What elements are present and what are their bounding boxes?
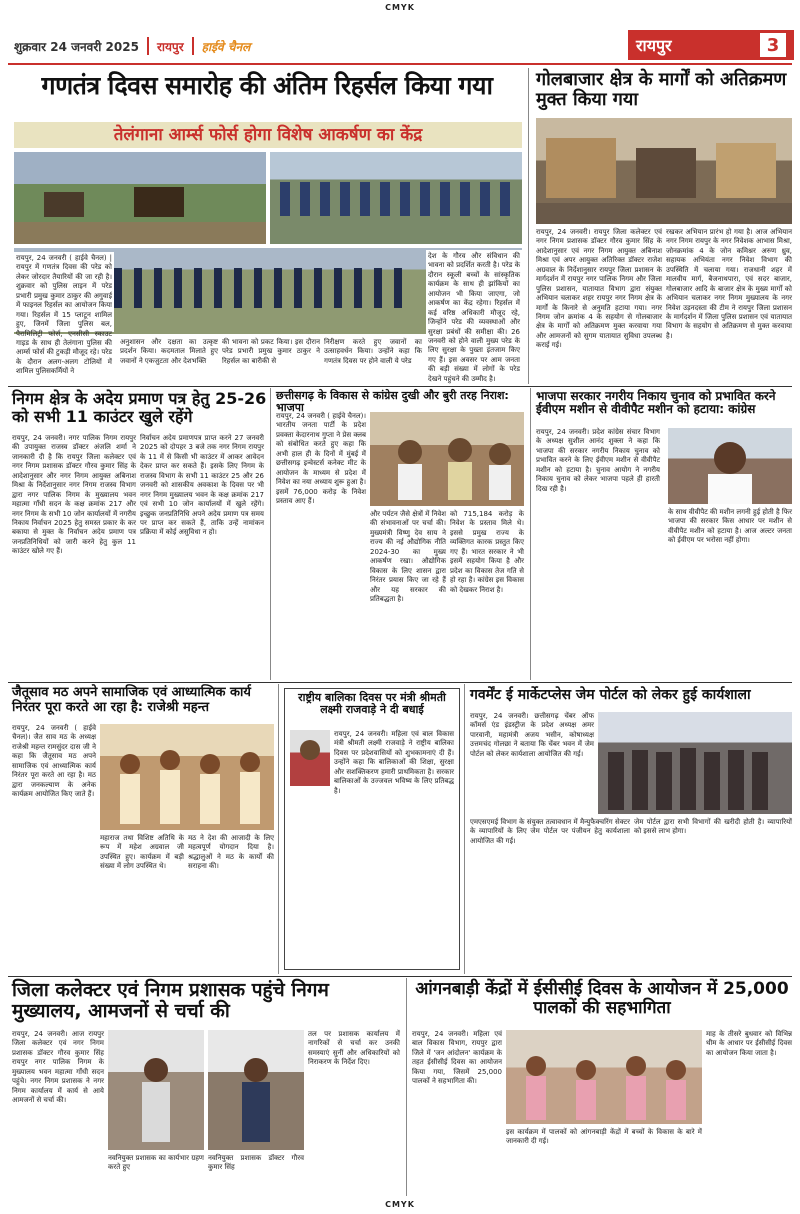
a10-col-1: रायपुर, 24 जनवरी। महिला एवं बाल विकास विभाग, रायपुर द्वारा जिले में 'जन आंदोलन' कार्यक्रम के तहत ईसीसीई दिवस का आयोजन किया गया, जिसमें 25,000 पालकों ने सहभागिता की। — [412, 1030, 502, 1086]
a9-headline: जिला कलेक्टर एवं निगम प्रशासक पहुंचे निगम मुख्यालय, आमजनों से चर्चा की — [12, 979, 329, 1023]
header-right — [628, 30, 794, 60]
a1-col-1: रायपुर, 24 जनवरी ( हाईवे चैनल) | रायपुर में गणतंत्र दिवस की परेड को लेकर जोरदार तैयारियों की जा रही है। शुक्रवार को पुलिस लाइन में परेड प्रभारी प्रमुख कुमार ठाकुर की अगुवाई में फाइनल रिहर्सल का आयोजन किया गया। रिहर्सल में 15 प्लाटून शामिल हुए, जिनमें जिला पुलिस बल, पैरामिलिट्री फोर्स, एनसीसी स्काउट गाइड के साथ ही तेलंगाना पुलिस की आर्म्स फोर्स की टुकड़ी मौजूद रहे। परेड के दौरान अलग-अलग टोलियों में शामिल पुलिसकर्मियों ने — [16, 254, 112, 376]
a9-caption-1: नवनियुक्त प्रशासक का कार्यभार ग्रहण करते हुए — [108, 1154, 204, 1172]
a9-caption-2: नवनियुक्त प्रशासक डॉक्टर गौरव कुमार सिंह — [208, 1154, 304, 1172]
a10-col-3: माह के तीसरे बुधवार को विभिन्न थीम के आधार पर ईसीसीई दिवस का आयोजन किया जाता है। — [706, 1030, 792, 1057]
a1-col-3: की भावना को प्रकट किया। इस दौरान परेड प्रभारी प्रमुख कुमार ठाकुर ने रिहर्सल का बारीकी से — [222, 338, 320, 365]
section-rule — [8, 976, 792, 977]
column-rule — [270, 388, 271, 680]
a7-photo — [290, 730, 330, 786]
a9-col-2: तल पर प्रशासक कार्यालय में नागरिकों से चर्चा कर उनकी समस्याएं सुनीं और अधिकारियों को निराकरण के निर्देश दिए। — [308, 1030, 400, 1067]
a8-photo — [598, 712, 792, 814]
a9-photo-1 — [108, 1030, 204, 1150]
a7-photo-figure — [290, 730, 330, 786]
a8-col-2: एमएसएमई विभाग के संयुक्त तत्वावधान में मैन्युफैक्चरिंग सेक्टर के व्यापारियों के लिए जेम पोर्टल पर पंजीयन हेतु कार्यशाला आयोजित की गई। — [470, 818, 630, 845]
a8-headline: गवर्मेंट ई मार्केटप्लेस जेम पोर्टल को लेकर हुई कार्यशाला — [470, 687, 751, 703]
a4-col-3: को 715,184 करोड़ के निवेश के प्रस्ताव मिले थे। इससे प्रमुख राज्य के व्यक्तिगत कारक प्रस्तुत किए गए हैं। भारत सरकार ने भी इसमें सहयोग किया है और प्रदेश का विकास तेज गति से हो रहा है। कांग्रेस इस विकास को देखकर निराश है। — [450, 510, 524, 594]
header-separator — [147, 37, 149, 55]
a4-photo — [370, 412, 524, 506]
a2-headline: गोलबाजार क्षेत्र के मार्गों को अतिक्रमण मुक्त किया गया — [536, 69, 787, 111]
a2-col-1: रायपुर, 24 जनवरी। रायपुर जिला कलेक्टर एवं नगर निगम प्रशासक डॉक्टर गौरव कुमार सिंह के आदेशानुसार एवं नगर निगम आयुक्त अबिनाश मिश्रा एवं अपर आयुक्त अतिरिक्त डॉक्टर राजेश अग्रवाल के निर्देशानुसार रायपुर जिला प्रशासन के मार्गदर्शन में रायपुर नगर पालिक निगम और जिला पुलिस प्रशासन, यातायात विभाग द्वारा संयुक्त अभियान चलाकर शहर रायपुर नगर निगम क्षेत्र के मार्गों के किनारे से अनुमति हटाया गया। नगर निगम जोन क्रमांक 4 के सहयोग से गोलबाजार क्षेत्र के मार्गों को अतिक्रमण मुक्त करवाया गया और आमजनों को सुगम यातायात सुविधा उपलब्ध कराई गई। — [536, 228, 662, 350]
header-city: रायपुर — [156, 39, 184, 54]
header-brand: हाईवे चैनल — [201, 39, 251, 54]
a1-photo-1-figure — [14, 152, 266, 244]
a2-col-2: रखकर अभियान प्रारंभ हो गया है। आज अभियान नगर निगम रायपुर के नगर निवेशक आभास मिश्रा, जोनक्रमांक 4 के जोन कमिश्नर अरुण ध्रुव, सहायक अभियंता नगर निवेश विभाग की उपस्थिति में चलाया गया। राजधानी शहर में मालवीय मार्ग, बैजनाथपारा, एवं सदर बाजार, गोलबाजार आदि के बाजार क्षेत्र के मुख्य मार्गों को अभियान चलाकर नगर निगम मुख्यालय के नगर निवेश उड़नदस्ता की टीम ने रायपुर जिला प्रशासन के मार्गदर्शन में जिला पुलिस प्रशासन एवं यातायात विभाग के सहयोग से अतिक्रमण से मुक्त करवाया है। — [666, 228, 792, 340]
header-date: शुक्रवार 24 जनवरी 2025 — [14, 39, 139, 54]
header-rule — [8, 63, 792, 65]
a1-photo-2-figure — [270, 152, 522, 244]
a8-photo-figure — [598, 712, 792, 814]
print-mark-bottom: CMYK — [385, 1200, 415, 1209]
a6-col-1: रायपुर, 24 जनवरी ( हाईवे चैनल)। जैत साव मठ के अध्यक्ष राजेश्री महन्त रामसुंदर दास जी ने कहा कि जैतूसाव मठ अपने सामाजिक एवं आध्यात्मिक कार्य निरंतर पूरा करते आ रहा है। मठ द्वारा जनकल्याण के अनेक कार्यक्रम आयोजित किए जाते हैं। — [12, 724, 96, 799]
a6-photo — [100, 724, 274, 830]
header-city-right: रायपुर — [636, 36, 672, 55]
header-left — [14, 34, 250, 58]
a7-headline: राष्ट्रीय बालिका दिवस पर मंत्री श्रीमती लक्ष्मी राजवाड़े ने दी बधाई — [298, 691, 446, 717]
a1-photo-1 — [14, 152, 266, 244]
a1-headline: गणतंत्र दिवस समारोह की अंतिम रिहर्सल किया गया — [41, 71, 493, 100]
a4-col-2: और पर्यटन जैसे क्षेत्रों में निवेश की संभावनाओं पर चर्चा की। मुख्यमंत्री विष्णु देव साय ने राज्य की नई औद्योगिक नीति 2024-30 का मुख्य आकर्षण रखा। औद्योगिक विकास के लिए शासन द्वारा निरंतर प्रयास किए जा रहे हैं और यह सरकार की प्रतिबद्धता है। — [370, 510, 446, 603]
column-rule — [406, 978, 407, 1196]
a1-col-4: निरीक्षण करते हुए जवानों का उत्साहवर्धन किया। उन्होंने कहा कि गणतंत्र दिवस पर होने वाली ये परेड — [324, 338, 422, 365]
a5-photo-figure — [668, 428, 792, 504]
a1-photo-2 — [270, 152, 522, 244]
a3-col-1: रायपुर, 24 जनवरी। नगर पालिक निगम रायपुर की उपायुक्त राजस्व डॉक्टर अंजलि शर्मा ने जानकारी दी है कि रायपुर जिला कलेक्टर एवं नगर निगम प्रशासक डॉक्टर गौरव कुमार सिंह के आदेशानुसार और नगर निगम आयुक्त अबिनाश मिश्रा के निर्देशानुसार नगर निगम राजस्व विभाग द्वारा नगर पालिक निगम के मुख्यालय भवन महात्मा गाँधी सदन के कक्ष क्रमांक 217 और नगर निगम के सभी 10 जोन कार्यालयों में नगरीय निकाय निर्वाचन 2025 हेतु समस्त प्रकार के कर बकाया से मुक्त के निर्वाचन अदेय प्रमाण पत्र जनप्रतिनिधियों को जारी करने हेतु कुल 11 काउंटर खोले गए हैं। — [12, 434, 136, 556]
a1-col-2: अनुशासन और दक्षता का उत्कृष्ट प्रदर्शन किया। कदमताल मिलाते हुए जवानों ने एकजुटता और देशभक्ति — [120, 338, 218, 365]
a6-col-2: महाराज तथा विशिष्ट अतिथि के रूप में महेश अग्रवाल जी उपस्थित हुए। कार्यक्रम में बड़ी संख्या में लोग उपस्थित थे। — [100, 834, 184, 871]
a8-col-3: जेम पोर्टल द्वारा सभी विभागों की खरीदी होती है। व्यापारियों को इससे लाभ होगा। — [634, 818, 792, 836]
a9-col-1: रायपुर, 24 जनवरी। आज रायपुर जिला कलेक्टर एवं नगर निगम प्रशासक डॉक्टर गौरव कुमार सिंह रायपुर नगर पालिक निगम के मुख्यालय भवन महात्मा गाँधी सदन पहुंचे। नगर निगम प्रशासक ने नगर निगम कार्यालय में कार्य से आये आमजनों से चर्चा की। — [12, 1030, 104, 1105]
section-rule — [8, 386, 792, 387]
a2-photo-figure — [536, 118, 792, 224]
a6-col-3: मठ ने देश की आजादी के लिए महत्वपूर्ण योगदान दिया है। श्रद्धालुओं ने मठ के कार्यों की सराहना की। — [188, 834, 274, 871]
a10-headline: आंगनबाड़ी केंद्रों में ईसीसीई दिवस के आयोजन में 25,000 पालकों की सहभागिता — [415, 979, 789, 1019]
a4-photo-figure — [370, 412, 524, 506]
a1-col-5: देश के गौरव और संविधान की भावना को प्रदर्शित करती है। परेड के दौरान स्कूली बच्चों के सांस्कृतिक कार्यक्रम के साथ ही झांकियों का आयोजन भी किया जाएगा, जो आकर्षण का केंद्र रहेगा। रिहर्सल में कई वरिष्ठ अधिकारी मौजूद रहे, जिन्होंने परेड की व्यवस्थाओं और सुरक्षा प्रबंधों की समीक्षा की। 26 जनवरी को होने वाली मुख्य परेड के लिए सुरक्षा के पुख्ता इंतजाम किए गए हैं। इस अवसर पर आम जनता की बड़ी संख्या में लोगों के परेड देखने पहुंचने की उम्मीद है। — [428, 252, 520, 383]
a5-photo — [668, 428, 792, 504]
section-rule — [8, 682, 792, 683]
a6-headline: जैतूसाव मठ अपने सामाजिक एवं आध्यात्मिक कार्य निरंतर पूरा करते आ रहा है: राजेश्री महन्त — [12, 685, 251, 715]
a9-photo-2 — [208, 1030, 304, 1150]
a10-photo — [506, 1030, 702, 1124]
column-rule — [464, 684, 465, 974]
column-rule — [528, 68, 529, 384]
column-rule — [530, 388, 531, 680]
a1-subheadline: तेलंगाना आर्म्स फोर्स होगा विशेष आकर्षण का केंद्र — [14, 122, 522, 148]
header-separator — [192, 37, 194, 55]
a9-photo-1-figure — [108, 1030, 204, 1150]
a10-photo-figure — [506, 1030, 702, 1124]
a4-col-1: रायपुर, 24 जनवरी ( हाईवे चैनल)। भारतीय जनता पार्टी के प्रदेश प्रवक्ता केदारनाथ गुप्ता ने प्रेस क्लब को संबोधित करते हुए कहा कि अभी हाल ही के दिनों में मुंबई में छत्तीसगढ़ इन्वेस्टर्स कनेक्ट मीट के आयोजन के माध्यम से प्रदेश में निवेश का नया अध्याय शुरू हुआ है। इसमें 76,000 करोड़ के निवेश प्रस्ताव आए हैं। — [276, 412, 367, 505]
column-rule — [278, 684, 279, 974]
a5-col-2: के साथ वीवीपैट की मशीन लगनी हुई होती है फिर भाजपा की सरकार किस आधार पर मशीन से वीवीपैट मशीन को हटाया है। आज अल्टर जनता को ईवीएम पर भरोसा नहीं होगा। — [668, 508, 792, 545]
a3-col-2: निर्वाचन अदेय प्रमाणपत्र प्राप्त करने 27 जनवरी 2025 को दोपहर 3 बजे तक नगर निगम रायपुर के 11 में से किसी भी काउंटर में आकर आवेदन देकर प्राप्त कर सकते हैं। इसके लिए निगम के राजस्व विभाग के सभी 11 काउंटर 25 और 26 जनवरी को शासकीय अवकाश के दिवस पर भी नगर निगम मुख्यालय भवन के कक्ष क्रमांक 217 एवं सभी 10 जोन कार्यालयों में खुले रहेंगे। इच्छुक जनप्रतिनिधि अपने अदेय प्रमाण पत्र समय पर प्राप्त कर सकते हैं, ताकि उन्हें नामांकन प्रक्रिया में कोई असुविधा न हो। — [140, 434, 264, 537]
a3-headline: निगम क्षेत्र के अदेय प्रमाण पत्र हेतु 25-26 को सभी 11 काउंटर खुले रहेंगे — [12, 389, 267, 426]
a6-photo-figure — [100, 724, 274, 830]
a5-col-1: रायपुर, 24 जनवरी। प्रदेश कांग्रेस संचार विभाग के अध्यक्ष सुशील आनंद शुक्ला ने कहा कि भाजपा की सरकार नगरीय निकाय चुनाव को प्रभावित करने के लिए ईवीएम मशीन से वीवीपैट मशीन को हटाया है। चुनाव आयोग ने नगरीय निकाय चुनाव को लेकर भाजपा पहले ही हारती दिख रही है। — [536, 428, 660, 493]
a5-headline: भाजपा सरकार नगरीय निकाय चुनाव को प्रभावित करने ईवीएम मशीन से वीवीपैट मशीन को हटाया: कांग्रेस — [536, 389, 776, 417]
a4-headline: छत्तीसगढ़ के विकास से कांग्रेस दुखी और बुरी तरह निराश: भाजपा — [276, 389, 509, 415]
page-number: 3 — [760, 33, 786, 57]
a10-col-2: इस कार्यक्रम में पालकों को आंगनबाड़ी केंद्रों में बच्चों के विकास के बारे में जानकारी दी गई। — [506, 1128, 702, 1146]
a8-col-1: रायपुर, 24 जनवरी। छत्तीसगढ़ चेंबर ऑफ कॉमर्स एंड इंडस्ट्रीज के प्रदेश अध्यक्ष अमर पारवानी, महामंत्री अजय भसीन, कोषाध्यक्ष उत्तमचंद गोलछा ने बताया कि चेंबर भवन में जेम पोर्टल को लेकर कार्यशाला आयोजित की गई। — [470, 712, 594, 758]
a2-photo — [536, 118, 792, 224]
print-mark-top: CMYK — [385, 3, 415, 12]
a9-photo-2-figure — [208, 1030, 304, 1150]
a7-col-1: रायपुर, 24 जनवरी। महिला एवं बाल विकास मंत्री श्रीमती लक्ष्मी राजवाड़े ने राष्ट्रीय बालिका दिवस पर प्रदेशवासियों को शुभकामनाएं दी हैं। उन्होंने कहा कि बालिकाओं की शिक्षा, सुरक्षा और सशक्तिकरण हमारी प्राथमिकता है। सरकार बालिकाओं के उज्जवल भविष्य के लिए प्रतिबद्ध है। — [334, 730, 454, 795]
